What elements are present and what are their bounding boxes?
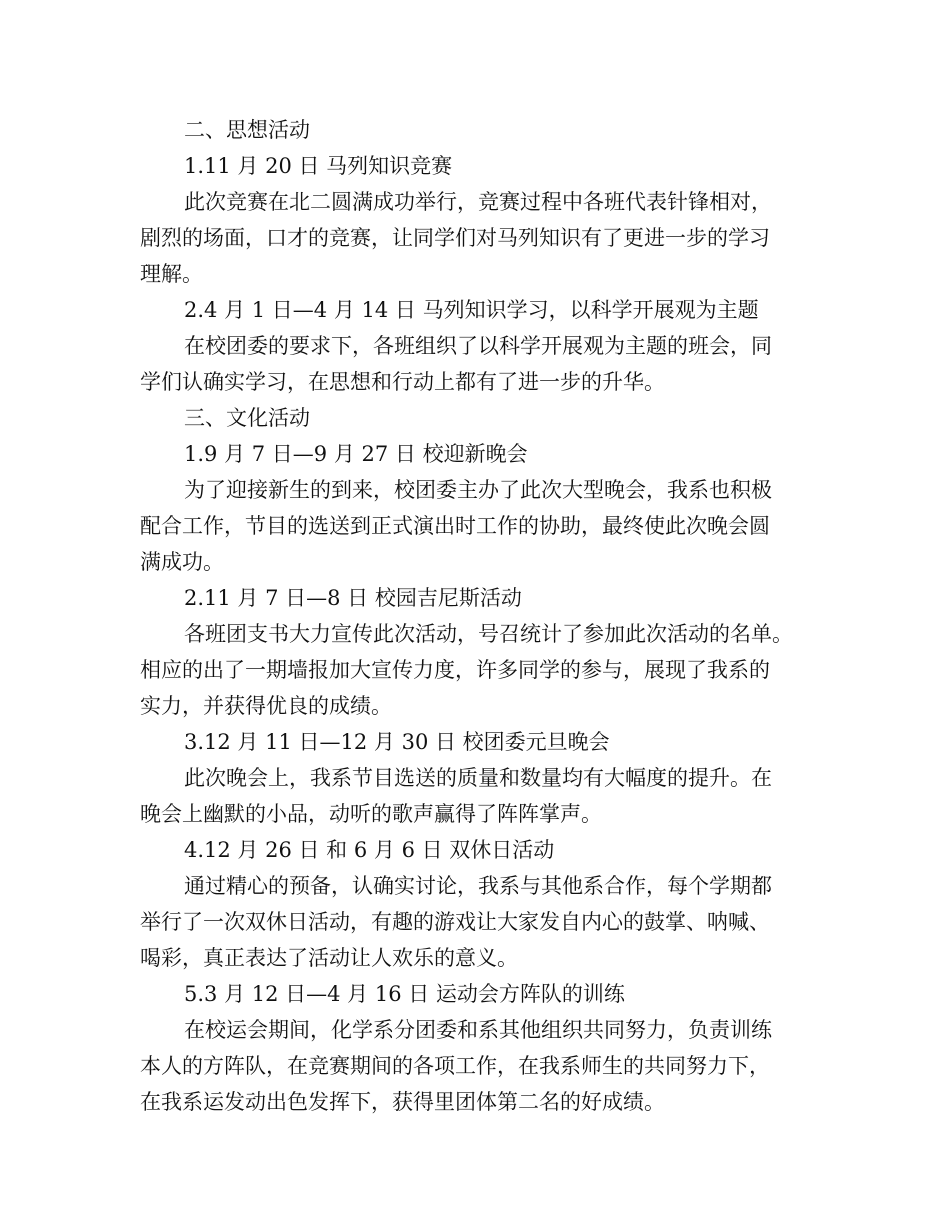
paragraph-line: 在我系运发动出色发挥下，获得里团体第二名的好成绩。: [140, 1090, 665, 1114]
section-heading-ideology: 二、思想活动: [184, 118, 310, 142]
item-heading: 5.3 月 12 日—4 月 16 日 运动会方阵队的训练: [184, 982, 625, 1006]
paragraph-line: 通过精心的预备，认确实讨论，我系与其他系合作，每个学期都: [184, 874, 772, 898]
paragraph-line: 配合工作，节目的选送到正式演出时工作的协助，最终使此次晚会圆: [140, 514, 770, 538]
paragraph-line: 剧烈的场面，口才的竞赛，让同学们对马列知识有了更进一步的学习: [140, 226, 770, 250]
item-heading: 2.11 月 7 日—8 日 校园吉尼斯活动: [184, 586, 522, 610]
paragraph-line: 举行了一次双休日活动，有趣的游戏让大家发自内心的鼓掌、呐喊、: [140, 910, 770, 934]
paragraph-line: 此次晚会上，我系节目选送的质量和数量均有大幅度的提升。在: [184, 766, 772, 790]
item-heading: 1.9 月 7 日—9 月 27 日 校迎新晚会: [184, 442, 528, 466]
paragraph-line: 理解。: [140, 262, 203, 286]
paragraph-line: 相应的出了一期墙报加大宣传力度，许多同学的参与，展现了我系的: [140, 658, 770, 682]
paragraph-line: 各班团支书大力宣传此次活动，号召统计了参加此次活动的名单。: [184, 622, 793, 646]
paragraph-line: 在校运会期间，化学系分团委和系其他组织共同努力，负责训练: [184, 1018, 772, 1042]
paragraph-line: 喝彩，真正表达了活动让人欢乐的意义。: [140, 946, 518, 970]
paragraph-line: 此次竞赛在北二圆满成功举行，竞赛过程中各班代表针锋相对，: [184, 190, 772, 214]
paragraph-line: 晚会上幽默的小品，动听的歌声赢得了阵阵掌声。: [140, 802, 602, 826]
item-heading: 4.12 月 26 日 和 6 月 6 日 双休日活动: [184, 838, 555, 862]
item-heading: 3.12 月 11 日—12 月 30 日 校团委元旦晚会: [184, 730, 610, 754]
section-heading-culture: 三、文化活动: [184, 406, 310, 430]
item-heading: 1.11 月 20 日 马列知识竞赛: [184, 154, 453, 178]
document-body: [140, 112, 820, 1120]
paragraph-line: 学们认确实学习，在思想和行动上都有了进一步的升华。: [140, 370, 665, 394]
paragraph-line: 在校团委的要求下，各班组织了以科学开展观为主题的班会，同: [184, 334, 772, 358]
paragraph-line: 实力，并获得优良的成绩。: [140, 694, 392, 718]
item-heading: 2.4 月 1 日—4 月 14 日 马列知识学习，以科学开展观为主题: [184, 298, 759, 322]
paragraph-line: 为了迎接新生的到来，校团委主办了此次大型晚会，我系也积极: [184, 478, 772, 502]
paragraph-line: 满成功。: [140, 550, 224, 574]
paragraph-line: 本人的方阵队，在竞赛期间的各项工作，在我系师生的共同努力下，: [140, 1054, 770, 1078]
